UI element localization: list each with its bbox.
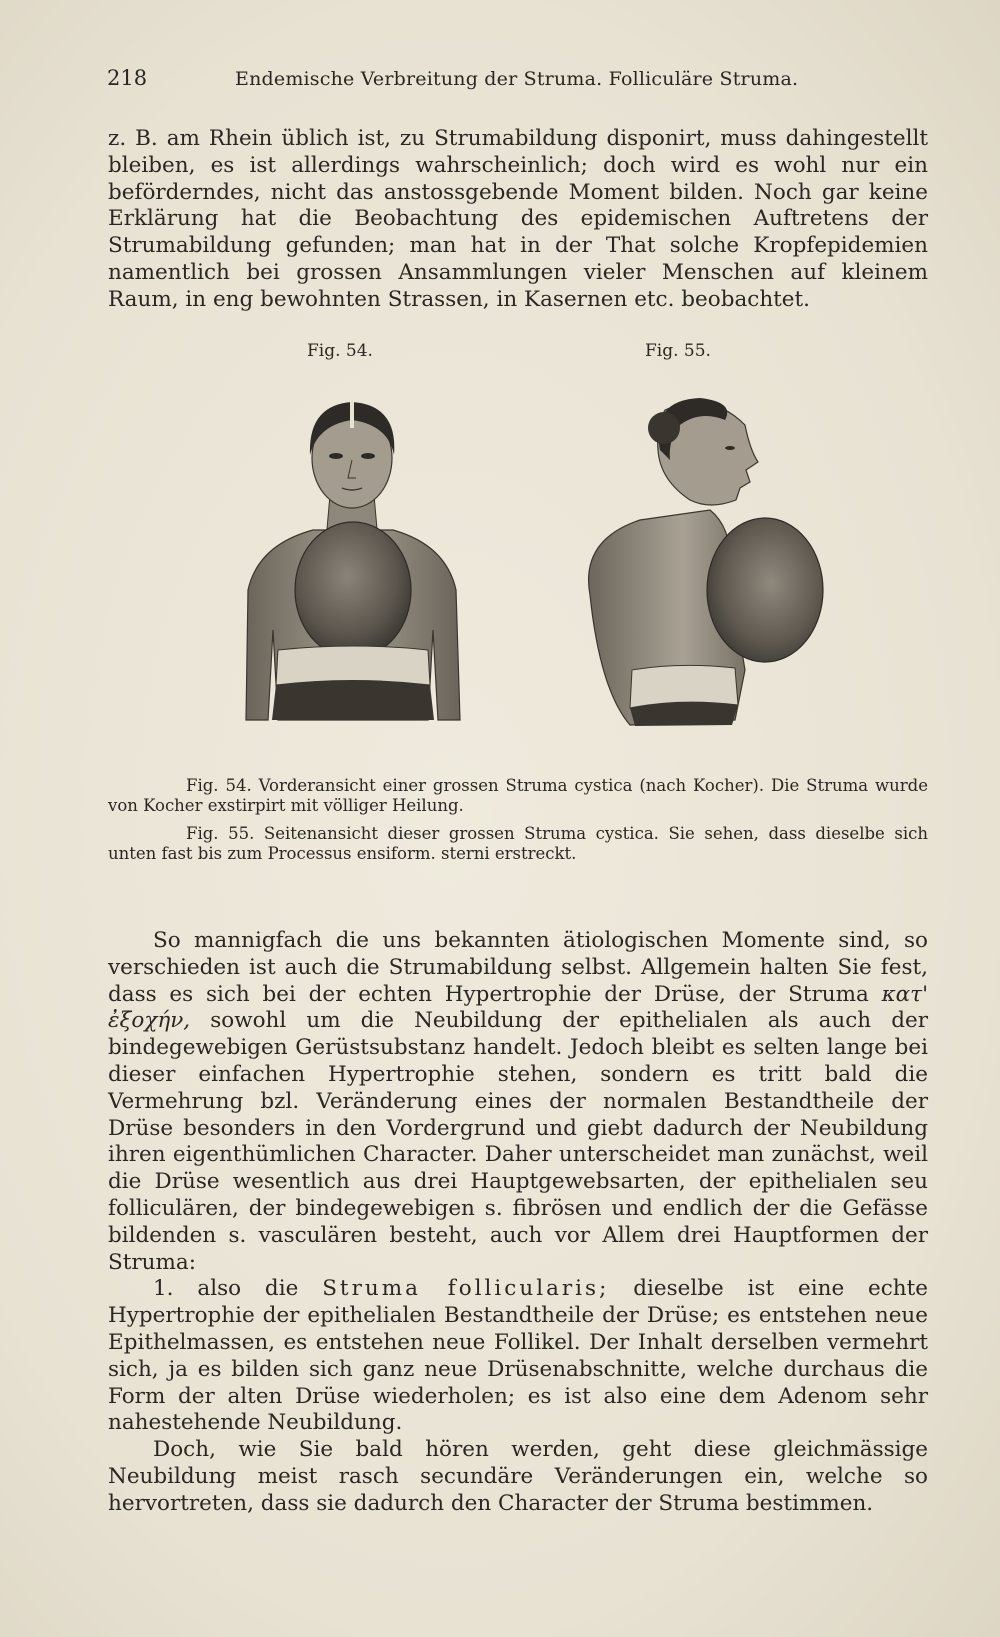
fig54-caption: Fig. 54. Vorderansicht einer grossen Struma cystica (nach Kocher). Die Struma wurde von Kocher exstirpirt mit völliger Heilung. bbox=[108, 776, 928, 815]
paragraph-etiology bbox=[108, 928, 928, 1276]
figure-captions bbox=[108, 776, 928, 872]
body-text-bottom bbox=[108, 928, 928, 1518]
paragraph-text: dieselbe ist eine echte Hypertrophie der epithelialen Bestandtheile der Drüse; es entstehen neue Epithelmassen, es entstehen neue Follikel. Der Inhalt derselben vermehrt sich, ja es bilden sich ganz neue Drüsenabschnitte, welche durchaus die Form der alten Drüse wiederholen; es ist also eine dem Adenom sehr nahestehende Neubildung. bbox=[108, 1276, 929, 1436]
page-header bbox=[107, 66, 927, 96]
paragraph-text: So mannigfach die uns bekannten ätiologischen Momente sind, so verschieden ist auch die Strumabildung selbst. Allgemein halten Sie fest, dass es sich bei der echten Hypertrophie der Drüse, der Struma bbox=[108, 928, 928, 1007]
paragraph-secondary: Doch, wie Sie bald hören werden, geht diese gleichmässige Neubildung meist rasch secundäre Veränderungen ein, welche so hervortreten, dass sie dadurch den Character der Struma bestimmen. bbox=[108, 1437, 928, 1516]
paragraph: z. B. am Rhein üblich ist, zu Strumabildung disponirt, muss dahingestellt bleiben, es ist allerdings wahrscheinlich; doch wird es wohl nur ein beförderndes, nicht das anstossgebende Moment bilden. Noch gar keine Erklärung hat die Beobachtung des epidemischen Auftretens der Strumabildung gefunden; man hat in der That solche Kropfepidemien namentlich bei grossen Ansammlungen vieler Menschen auf kleinem Raum, in eng bewohnten Strassen, in Kasernen etc. beobachtet. bbox=[108, 126, 928, 312]
fig55-illustration bbox=[560, 380, 828, 752]
fig55-label: Fig. 55. bbox=[645, 341, 711, 361]
running-title: Endemische Verbreitung der Struma. Folliculäre Struma. bbox=[235, 68, 799, 90]
fig55-caption: Fig. 55. Seitenansicht dieser grossen Struma cystica. Sie sehen, dass dieselbe sich unten fast bis zum Processus ensiform. sterni erstreckt. bbox=[108, 824, 928, 863]
greek-phrase: κατ' ἐξοχήν, bbox=[108, 981, 928, 1034]
fig54-label: Fig. 54. bbox=[307, 341, 373, 361]
list-number: 1. also die bbox=[153, 1276, 299, 1302]
page-number: 218 bbox=[107, 66, 148, 90]
fig54-illustration bbox=[238, 380, 466, 752]
term-struma-follicularis: Struma follicularis; bbox=[322, 1276, 610, 1302]
paragraph-follicularis bbox=[108, 1276, 928, 1437]
body-text-top bbox=[108, 126, 928, 314]
paragraph-text: sowohl um die Neubildung der epithelialen als auch der bindegewebigen Gerüstsubstanz handelt. Jedoch bleibt es selten lange bei dieser einfachen Hypertrophie stehen, sondern es tritt bald die Vermehrung bzl. Veränderung eines der normalen Bestandtheile der Drüse besonders in den Vordergrund und giebt dadurch der Neubildung ihren eigenthümlichen Character. Daher unterscheidet man zunächst, weil die Drüse wesentlich aus drei Hauptgewebsarten, der epithelialen seu folliculären, der bindegewebigen s. fibrösen und endlich der die Gefässe bildenden s. vasculären besteht, auch vor Allem drei Hauptformen der Struma: bbox=[108, 1008, 928, 1275]
